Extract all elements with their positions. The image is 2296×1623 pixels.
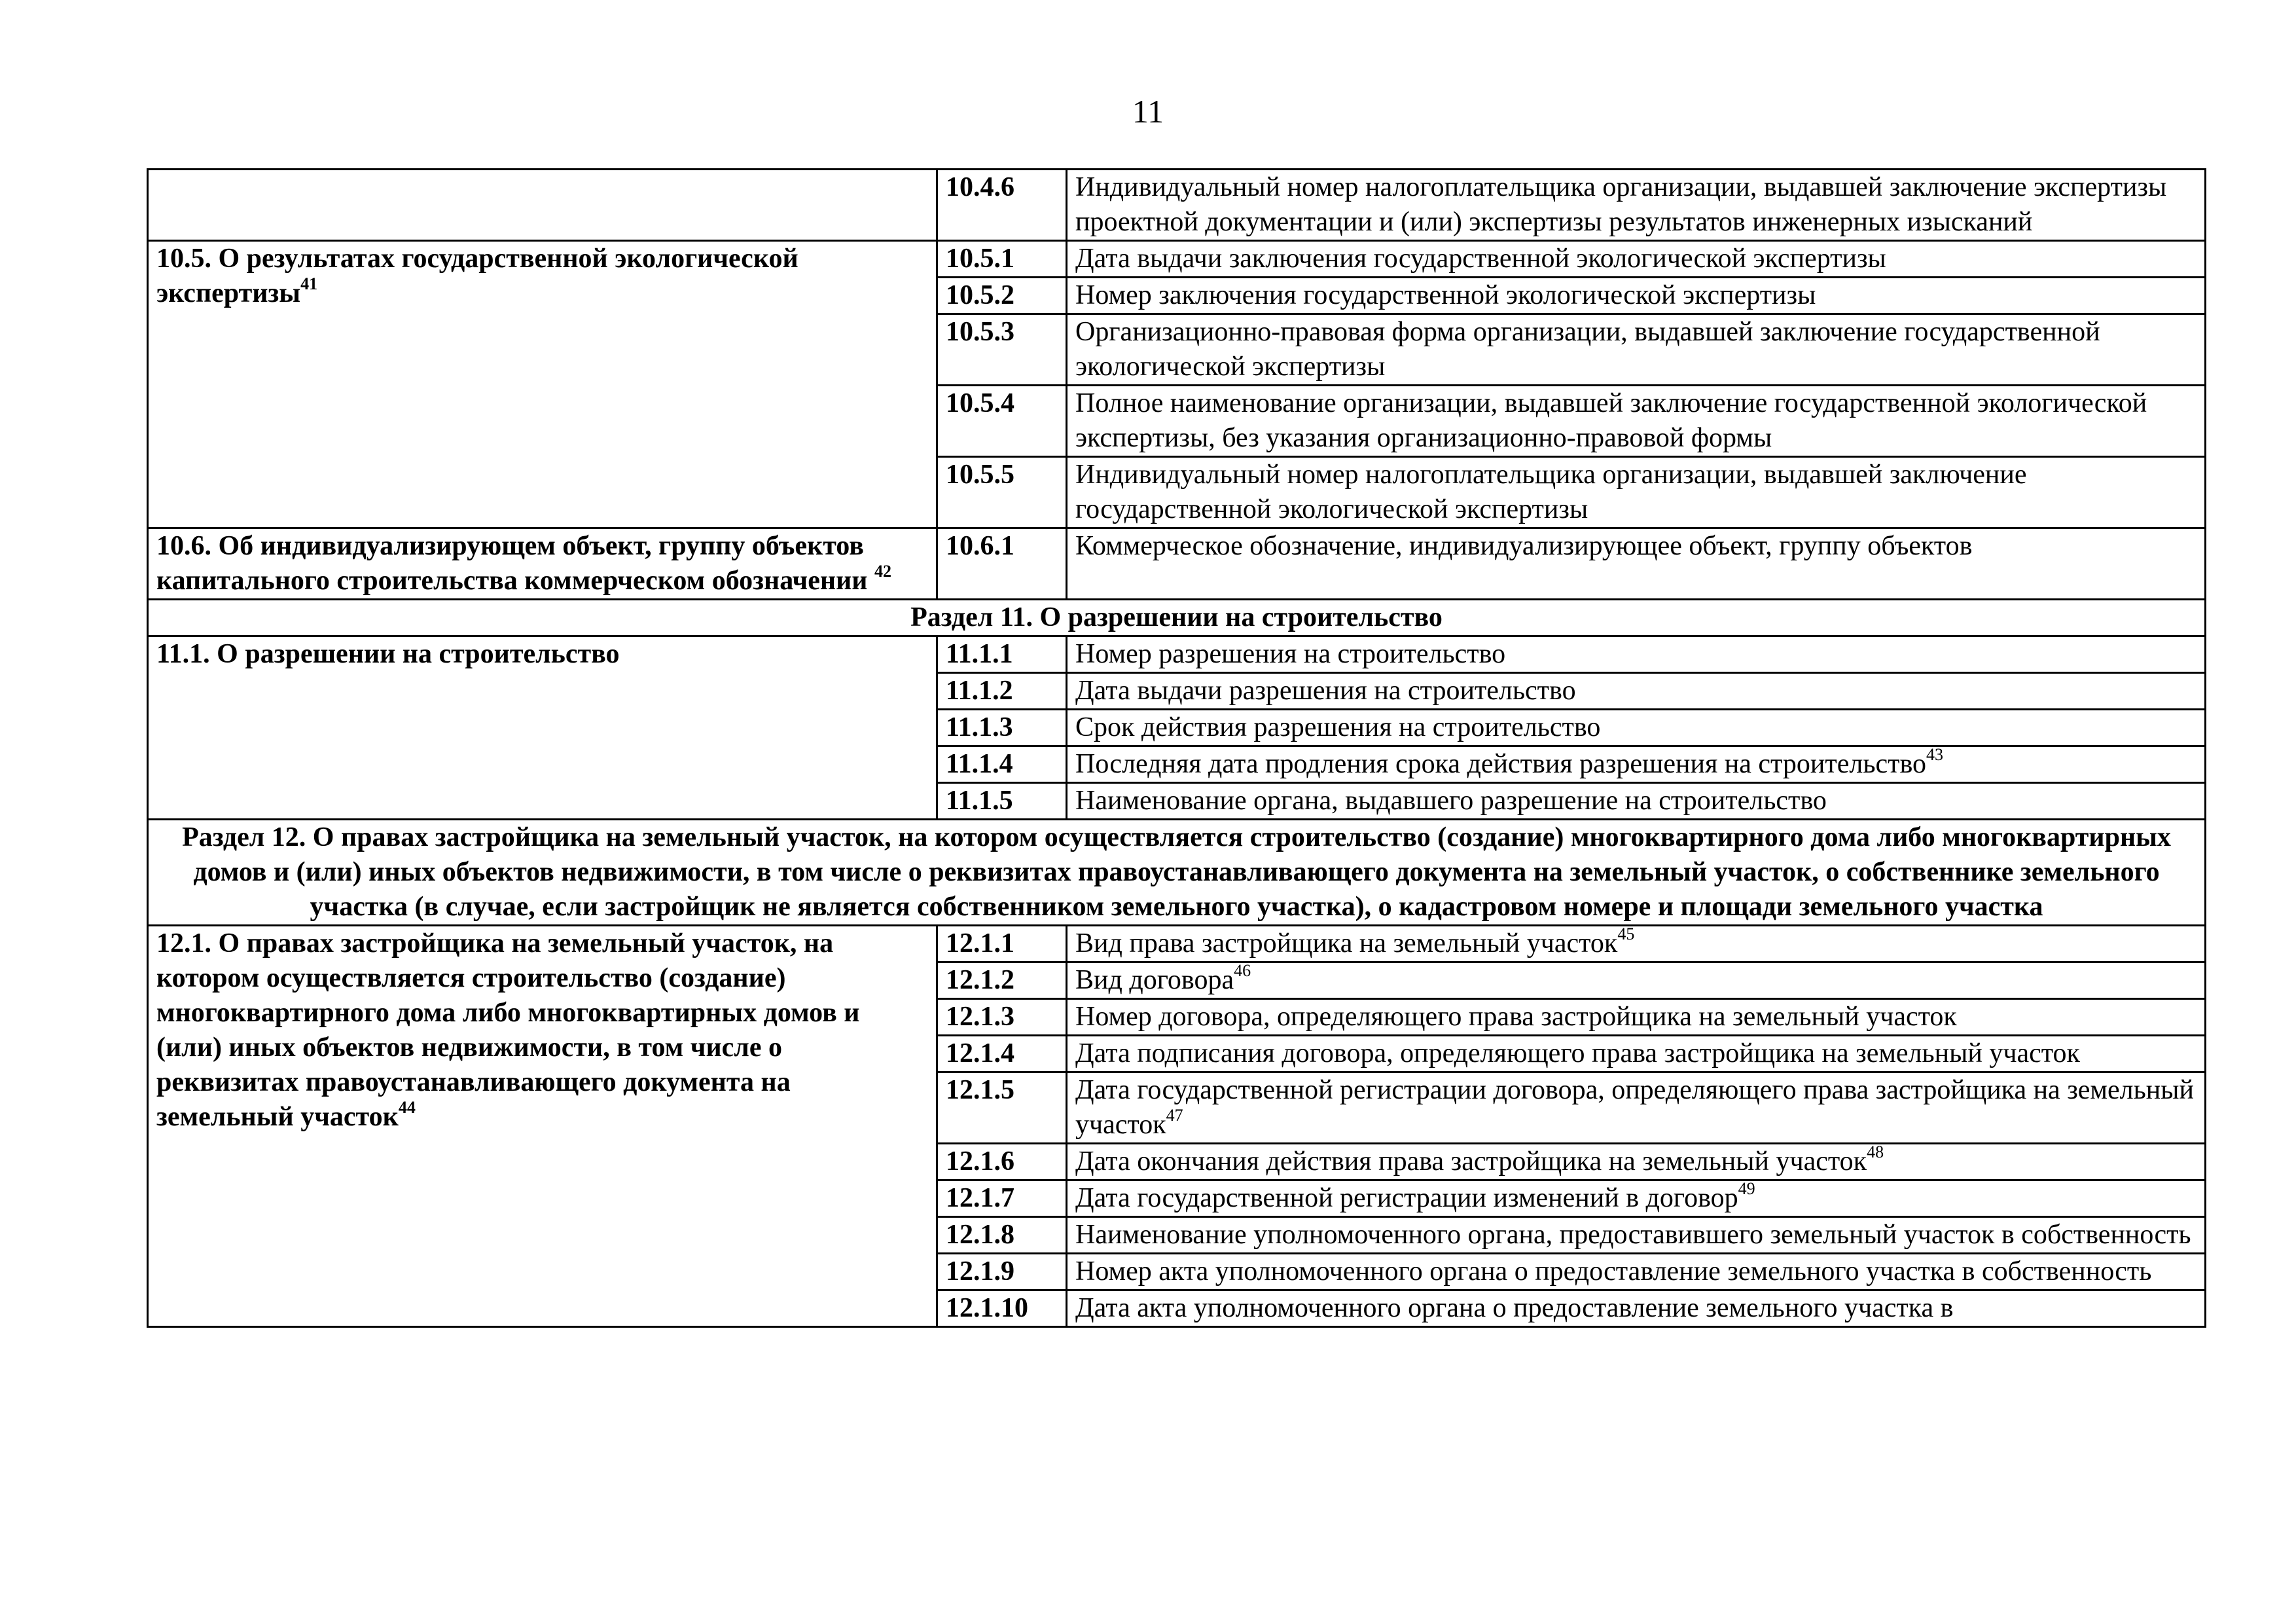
table-row [148,528,2206,600]
item-code: 12.1.7 [937,1180,1067,1217]
item-code: 12.1.4 [937,1036,1067,1072]
item-code: 12.1.10 [937,1290,1067,1327]
item-description [1067,170,2206,241]
footnote-ref: 44 [398,1098,416,1117]
item-code: 11.1.5 [937,783,1067,820]
item-text: Дата государственной регистрации изменений в договор [1075,1183,1738,1213]
section-12-row [148,820,2206,926]
item-description [1067,1072,2206,1144]
item-text: Вид права застройщика на земельный участок [1075,928,1618,958]
item-code: 11.1.4 [937,746,1067,783]
item-text: Наименование органа, выдавшего разрешение на строительство [1075,786,1827,816]
footnote-ref: 46 [1234,962,1251,980]
item-text: Срок действия разрешения на строительство [1075,712,1601,742]
table-row [148,241,2206,278]
group-1-title: 10.5. О результатах государственной экологической экспертизы [156,244,798,308]
item-code: 12.1.5 [937,1072,1067,1144]
item-text: Вид договора [1075,965,1234,995]
group-12-1-title-cell [148,926,937,1327]
footnote-ref: 43 [1926,746,1944,764]
item-code: 12.1.8 [937,1217,1067,1254]
item-text: Последняя дата продления срока действия разрешения на строительство [1075,749,1927,779]
item-text: Дата выдачи разрешения на строительство [1075,676,1576,706]
item-text: Дата государственной регистрации договора, определяющего права застройщика на земельный участок [1075,1075,2194,1140]
item-description [1067,528,2206,600]
page-number: 11 [1132,93,1164,130]
group-2-title: 10.6. Об индивидуализирующем объект, группу объектов капитального строительства коммерческом обозначении [156,531,874,596]
item-text: Индивидуальный номер налогоплательщика организации, выдавшей заключение государственной экологической экспертизы [1075,460,2027,524]
footnote-ref: 45 [1617,925,1635,943]
item-text: Коммерческое обозначение, индивидуализирующее объект, группу объектов [1075,531,1973,561]
group-2-title-cell [148,528,937,600]
item-description [1067,1217,2206,1254]
requirements-table [147,168,2206,1328]
footnote-ref: 49 [1738,1180,1755,1198]
item-description [1067,636,2206,673]
table-body [148,170,2206,1327]
item-description [1067,1036,2206,1072]
item-text: Дата подписания договора, определяющего права застройщика на земельный участок [1075,1038,2080,1068]
footnote-ref: 42 [874,562,891,581]
item-code: 10.6.1 [937,528,1067,600]
group-12-1-title: 12.1. О правах застройщика на земельный участок, на котором осуществляется строительство (создание) многоквартирного дома либо многоквартирных домов и (или) иных объектов недвижимости, в том числе о реквизитах правоустанавливающего документа на земельный участок [156,928,860,1132]
footnote-ref: 41 [300,274,318,293]
item-description [1067,457,2206,528]
group-0-title-cell [148,170,937,241]
item-description [1067,746,2206,783]
item-text: Индивидуальный номер налогоплательщика организации, выдавшей заключение экспертизы проектной документации и (или) экспертизы результатов инженерных изысканий [1075,172,2167,237]
item-code: 12.1.1 [937,926,1067,962]
item-description [1067,673,2206,710]
item-code: 12.1.3 [937,999,1067,1036]
item-description [1067,962,2206,999]
section-11-row [148,600,2206,636]
item-description [1067,926,2206,962]
item-text: Номер заключения государственной экологической экспертизы [1075,280,1816,310]
item-code: 10.5.5 [937,457,1067,528]
item-code: 12.1.2 [937,962,1067,999]
item-code: 12.1.6 [937,1144,1067,1180]
item-code: 10.4.6 [937,170,1067,241]
item-description [1067,1144,2206,1180]
item-code: 11.1.3 [937,710,1067,746]
item-text: Организационно-правовая форма организации, выдавшей заключение государственной экологической экспертизы [1075,317,2100,382]
item-code: 11.1.1 [937,636,1067,673]
item-code: 10.5.2 [937,278,1067,314]
item-description [1067,710,2206,746]
item-code: 10.5.1 [937,241,1067,278]
table-row [148,926,2206,962]
group-11-1-title-cell [148,636,937,820]
group-1-title-cell [148,241,937,528]
item-code: 10.5.3 [937,314,1067,386]
footnote-ref: 47 [1166,1106,1183,1125]
item-description [1067,386,2206,457]
item-description [1067,241,2206,278]
item-description [1067,314,2206,386]
item-code: 10.5.4 [937,386,1067,457]
item-code: 12.1.9 [937,1254,1067,1290]
item-code: 11.1.2 [937,673,1067,710]
section-12-heading: Раздел 12. О правах застройщика на земельный участок, на котором осуществляется строительство (создание) многоквартирного дома либо многоквартирных домов и (или) иных объектов недвижимости, в том числе о реквизитах правоустанавливающего документа на земельный участок, о собственнике земельного участка (в случае, если застройщик не является собственником земельного участка), о кадастровом номере и площади земельного участка [148,820,2206,926]
footnote-ref: 48 [1867,1143,1884,1161]
table-row [148,170,2206,241]
item-description [1067,783,2206,820]
section-11-heading: Раздел 11. О разрешении на строительство [148,600,2206,636]
item-text: Дата акта уполномоченного органа о предоставление земельного участка в [1075,1293,1954,1323]
item-text: Дата окончания действия права застройщика на земельный участок [1075,1146,1867,1176]
item-text: Полное наименование организации, выдавшей заключение государственной экологической экспертизы, без указания организационно-правовой формы [1075,388,2147,453]
item-description [1067,1180,2206,1217]
item-text: Наименование уполномоченного органа, предоставившего земельный участок в собственность [1075,1220,2191,1250]
table-row [148,636,2206,673]
item-description [1067,1290,2206,1327]
item-text: Номер договора, определяющего права застройщика на земельный участок [1075,1002,1957,1032]
item-text: Номер разрешения на строительство [1075,639,1506,669]
group-11-1-title: 11.1. О разрешении на строительство [156,639,620,669]
item-text: Дата выдачи заключения государственной экологической экспертизы [1075,244,1886,274]
item-description [1067,999,2206,1036]
item-description [1067,1254,2206,1290]
item-description [1067,278,2206,314]
item-text: Номер акта уполномоченного органа о предоставление земельного участка в собственность [1075,1256,2152,1286]
